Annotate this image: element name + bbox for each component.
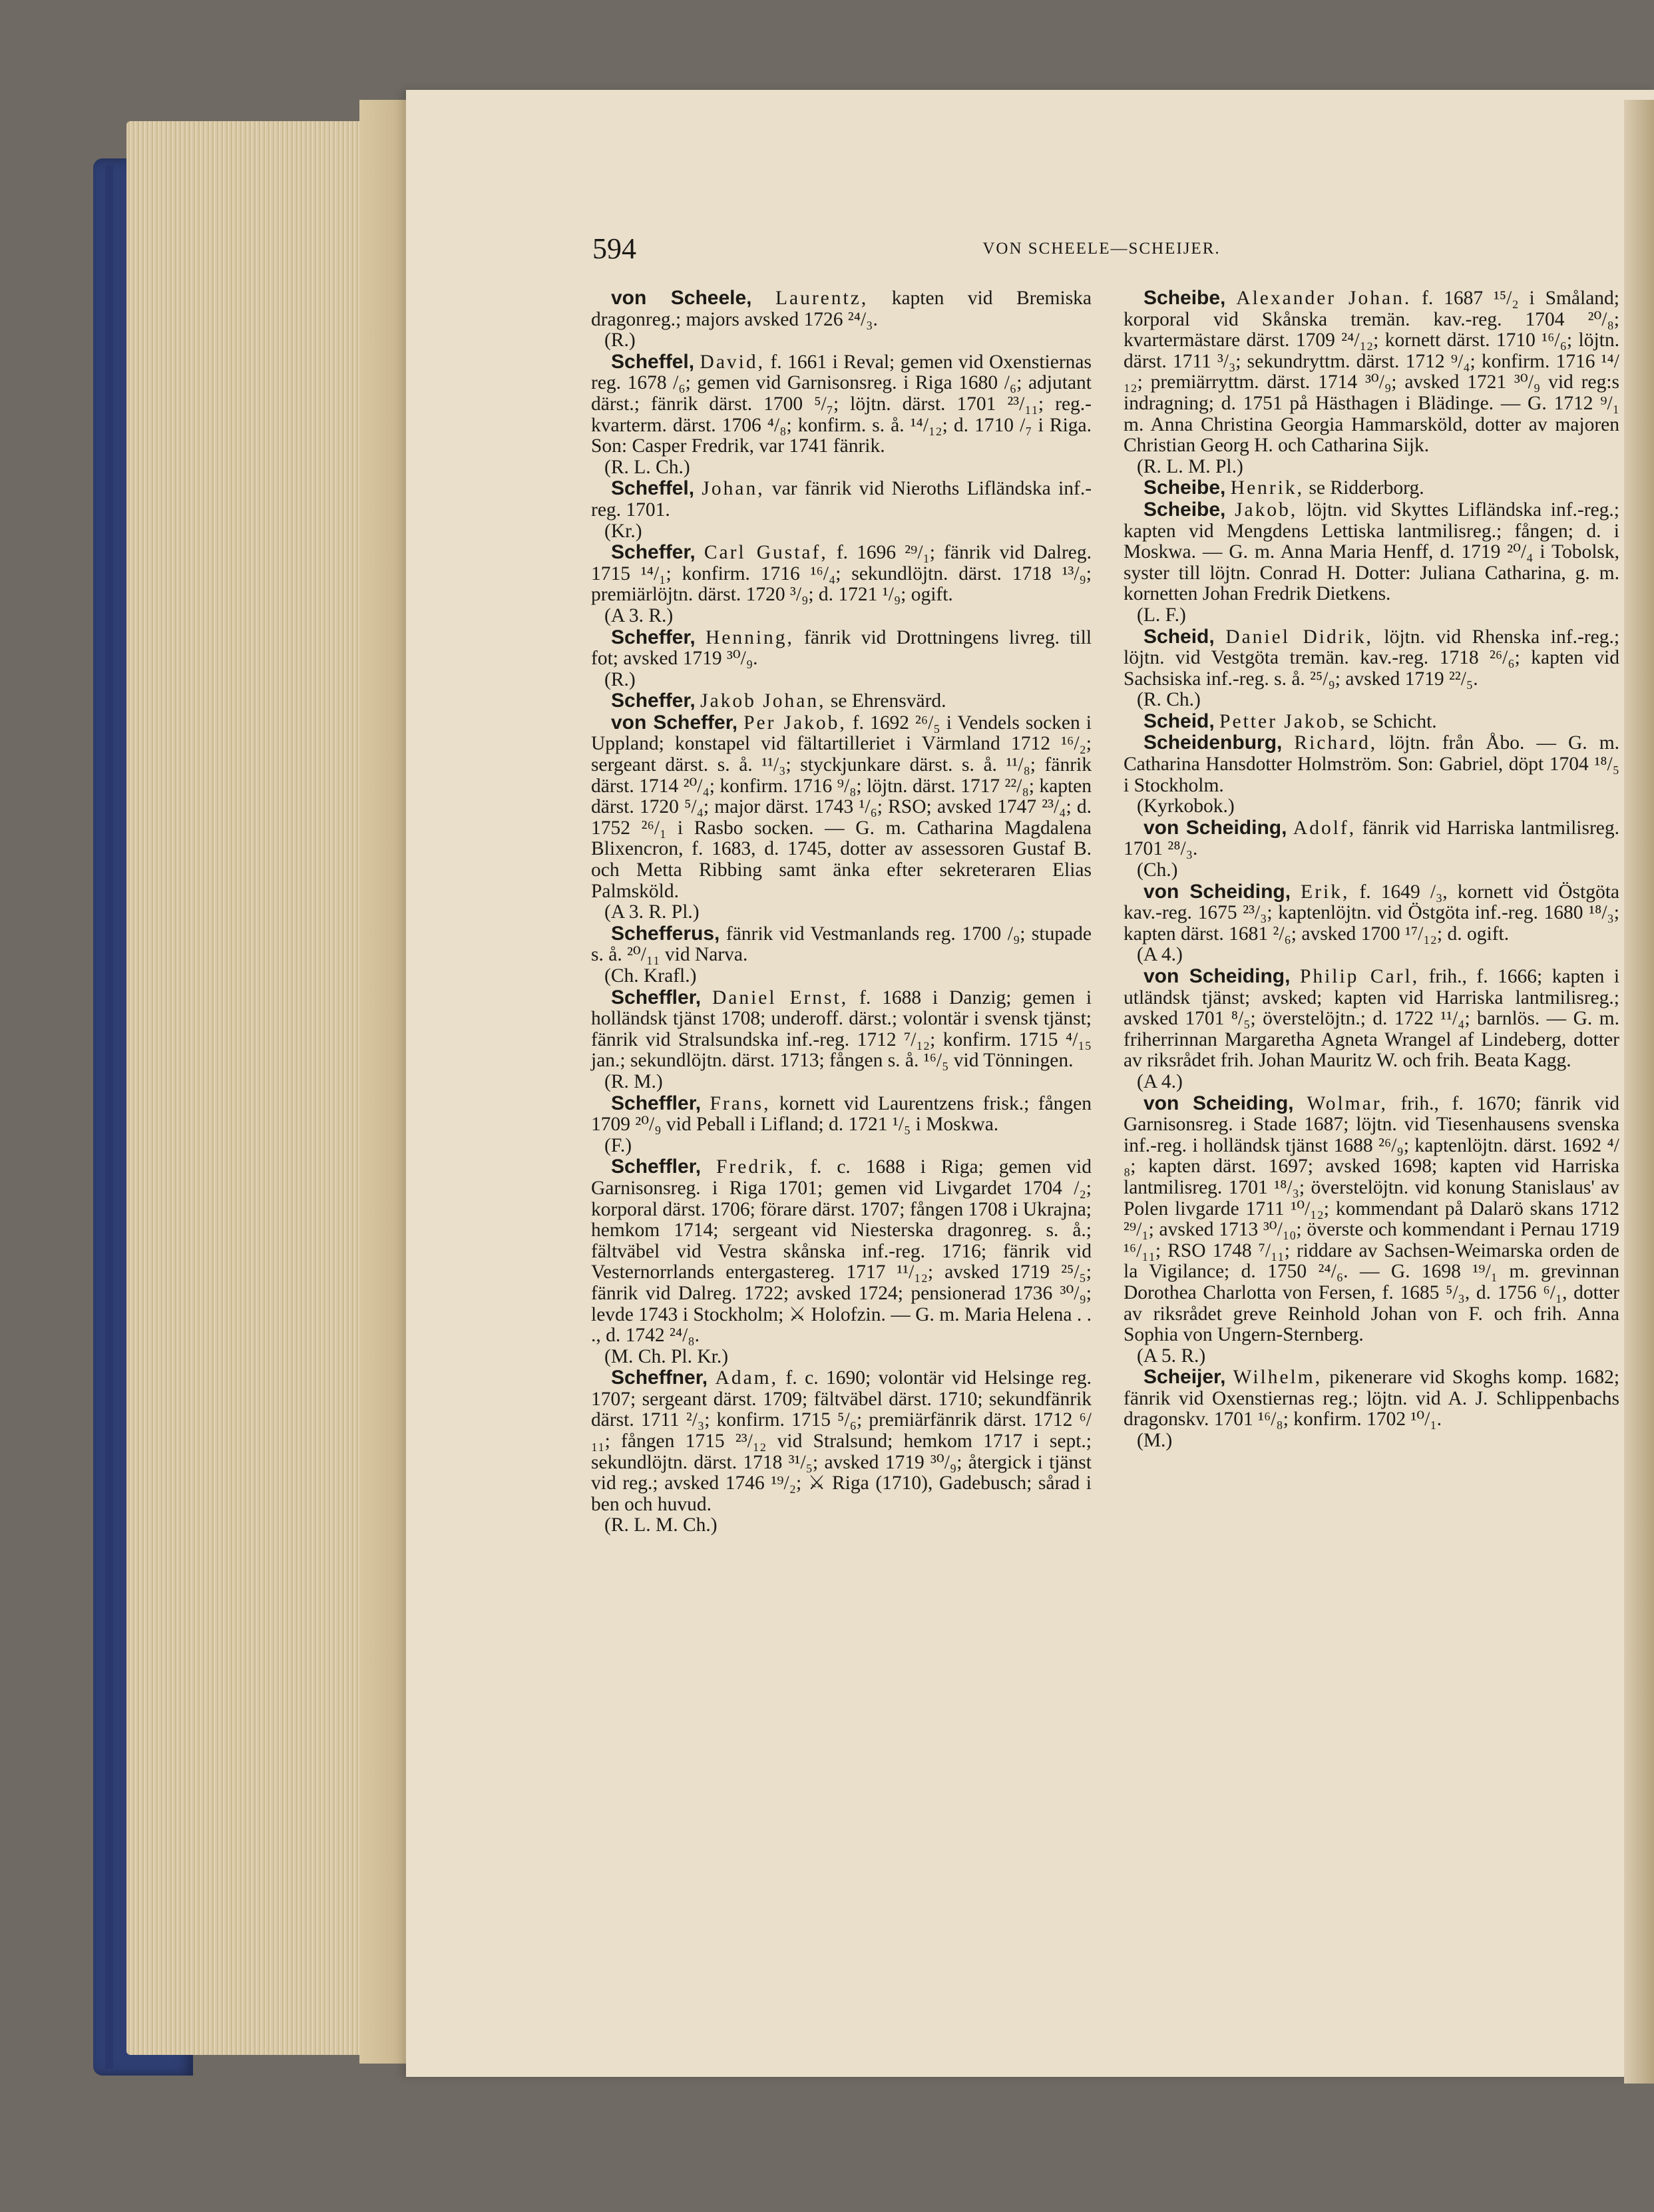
entry-surname: Scheffel, — [611, 350, 695, 373]
entry-surname: Scheidenburg, — [1143, 732, 1283, 754]
entry-source: (L. F.) — [1137, 604, 1186, 626]
entry-given-name: Jakob, — [1235, 499, 1298, 521]
entry-text: se Ridderborg. — [1309, 477, 1424, 499]
entry-given-name: Alexander Johan. — [1236, 288, 1412, 309]
entry-source: (Ch. Krafl.) — [604, 965, 697, 987]
entry-source: (F.) — [604, 1134, 632, 1156]
entry-source: (Ch.) — [1137, 859, 1178, 881]
entry-text: frih., f. 1666; kapten i utländsk tjänst; avsked; kapten vid Harriska lantmilisreg.; avsked 1701 ⁸/₅; överstelöjtn.; d. 1722 ¹¹/₄; barnlös. — G. m. friherrinnan Margaretha Agneta Wrangel af Lindeberg, dotter av riksrådet frih. Johan Mauritz W. och frih. Beata Kagg. — [1124, 966, 1620, 1072]
biography-entry — [591, 351, 1092, 457]
entry-surname: Scheid, — [1143, 625, 1215, 648]
entry-source: (A 3. R.) — [604, 604, 674, 626]
entry-surname: Scheffner, — [611, 1367, 708, 1389]
biography-entry — [1124, 1093, 1619, 1346]
biography-entry — [591, 1093, 1092, 1136]
entry-surname: Scheibe, — [1143, 287, 1226, 309]
biography-entry — [591, 1367, 1092, 1515]
entry-text: f. 1696 ²⁹/₁; fänrik vid Dalreg. 1715 ¹⁴/₁; konfirm. 1716 ¹⁶/₄; sekundlöjtn. därst. 1718 ¹³/₉; premiärlöjtn. därst. 1720 ³/₉; d. 1721 ¹/₉; ogift. — [591, 542, 1092, 606]
entry-given-name: Jakob Johan, — [700, 690, 826, 712]
entry-source: (Kyrkobok.) — [1137, 795, 1235, 817]
biography-entry — [591, 987, 1092, 1072]
entry-source: (M. Ch. Pl. Kr.) — [604, 1345, 729, 1367]
entry-source: (R. L. Ch.) — [604, 456, 690, 478]
entry-given-name: Fredrik, — [716, 1156, 795, 1178]
entry-surname: Scheid, — [1143, 710, 1215, 732]
entry-given-name: Laurentz, — [775, 288, 869, 309]
entry-given-name: Wolmar, — [1307, 1092, 1388, 1114]
entry-surname: von Scheiding, — [1143, 1092, 1294, 1114]
page-number: 594 — [592, 232, 636, 265]
entry-source: (A 5. R.) — [1137, 1345, 1206, 1367]
entry-source: (M.) — [1137, 1430, 1173, 1452]
entry-text: fänrik vid Harriska lantmilisreg. 1701 ²⁸/₃. — [1124, 817, 1619, 860]
entry-surname: Scheffer, — [611, 541, 696, 564]
entry-source: (R. L. M. Ch.) — [604, 1514, 718, 1536]
entry-given-name: Frans, — [710, 1092, 771, 1114]
entry-surname: Scheibe, — [1143, 477, 1226, 499]
entry-text: f. 1661 i Reval; gemen vid Oxenstiernas reg. 1678 /₆; gemen vid Garnisonsreg. i Riga 1680 /₆; adjutant därst.; fänrik därst. 1700 ⁵/₇; löjtn. därst. 1701 ²³/₁₁; reg.-kvarterm. därst. 1706 ⁴/₈; konfirm. s. å. ¹⁴/₁₂; d. 1710 /₇ i Riga. Son: Casper Fredrik, var 1741 fänrik. — [591, 351, 1092, 457]
entry-given-name: Johan, — [702, 478, 765, 500]
biography-entry — [1124, 711, 1619, 733]
entry-given-name: Daniel Didrik, — [1225, 626, 1373, 648]
entry-given-name: Erik, — [1301, 881, 1350, 903]
entry-text: pikenerare vid Skoghs komp. 1682; fänrik vid Oxenstiernas reg.; löjtn. vid A. J. Schlippenbachs dragonskv. 1701 ¹⁶/₈; konfirm. 1702 ¹⁰/₁. — [1124, 1367, 1620, 1431]
entry-surname: Scheffler, — [611, 1092, 702, 1114]
entry-surname: Scheibe, — [1143, 498, 1226, 521]
biography-entry — [1124, 288, 1619, 457]
entry-source: (A 4.) — [1137, 944, 1183, 966]
entry-text: fänrik vid Drottningens livreg. till fot; avsked 1719 ³⁰/₉. — [591, 626, 1092, 670]
biography-entry — [591, 690, 1092, 712]
entry-source: (R. L. M. Pl.) — [1137, 455, 1243, 477]
entry-given-name: Daniel Ernst, — [712, 987, 849, 1008]
entry-source: (Kr.) — [604, 520, 642, 542]
entry-text: kornett vid Laurentzens frisk.; fången 1709 ²⁰/₉ vid Peball i Lifland; d. 1721 ¹/₅ i Moskwa. — [591, 1092, 1092, 1136]
entry-text: var fänrik vid Nieroths Lifländska inf.-reg. 1701. — [591, 478, 1092, 521]
biography-entry — [591, 542, 1092, 606]
entry-surname: Scheffler, — [611, 986, 702, 1008]
entry-given-name: David, — [700, 351, 765, 373]
entry-given-name: Wilhelm, — [1233, 1367, 1323, 1389]
entry-text: f. c. 1688 i Riga; gemen vid Garnisonsreg. i Riga 1701; gemen vid Livgardet 1704 /₂; korporal därst. 1706; förare därst. 1707; fången 1708 i Ukrajna; hemkom 1714; sergeant vid Niesterska dragonreg. s. å.; fältväbel vid Vestra skånska inf.-reg. 1716; fänrik vid Vesternorrlands entergastereg. 1717 ¹¹/₁₂; avsked 1719 ²⁵/₅; fänrik vid Dalreg. 1722; avsked 1724; pensionerad 1736 ³⁰/₉; levde 1743 i Stockholm; ⚔ Holofzin. — G. m. Maria Helena . . ., d. 1742 ²⁴/₈. — [591, 1156, 1092, 1347]
biography-entry — [1124, 881, 1619, 945]
biography-entry — [591, 923, 1092, 966]
entry-source: (R.) — [604, 330, 636, 351]
entry-text: fänrik vid Vestmanlands reg. 1700 /₉; stupade s. å. ²⁰/₁₁ vid Narva. — [591, 923, 1092, 966]
entry-text: löjtn. vid Rhenska inf.-reg.; löjtn. vid Vestgöta tremän. kav.-reg. 1718 ²⁶/₆; kapten vid Sachsiska inf.-reg. s. å. ²⁵/₉; avsked 1719 ²²/₅. — [1124, 626, 1620, 690]
entry-surname: von Scheffer, — [611, 711, 738, 734]
entry-text: f. 1687 ¹⁵/₂ i Småland; korporal vid Skånska tremän. kav.-reg. 1704 ²⁰/₈; kvartermästare därst. 1709 ²⁴/₁₂; kornett därst. 1710 ¹⁶/₆; löjtn. därst. 1711 ³/₃; sekundryttm. därst. 1712 ⁹/₄; konfirm. 1716 ¹⁴/₁₂; premiärryttm. därst. 1714 ³⁰/₉; avsked 1721 ³⁰/₉ vid reg:s indragning; d. 1751 på Hästhagen i Blädinge. — G. 1712 ⁹/₁ m. Anna Christina Georgia Hammarsköld, dotter av majoren Christian Georg H. och Catharina Sijk. — [1124, 288, 1620, 457]
biography-entry — [591, 627, 1092, 670]
entry-given-name: Carl Gustaf, — [704, 542, 828, 564]
entry-surname: Schefferus, — [611, 922, 720, 945]
entry-text: löjtn. vid Skyttes Lifländska inf.-reg.; kapten vid Mengdens Lettiska lantmilisreg.; fången; d. i Moskwa. — G. m. Anna Maria Henff, d. 1719 ²⁰/₄ i Tobolsk, syster till löjtn. Conrad H. Dotter: Juliana Catharina, g. m. kornetten Johan Fredrik Dietkens. — [1124, 499, 1619, 605]
entry-given-name: Henning, — [705, 626, 794, 648]
entry-given-name: Per Jakob, — [743, 712, 847, 734]
entry-surname: Scheffer, — [611, 690, 696, 712]
entry-given-name: Richard, — [1294, 732, 1378, 754]
entry-given-name: Philip Carl, — [1299, 966, 1420, 987]
page-header — [592, 232, 1611, 272]
entry-text: f. 1649 /₃, kornett vid Östgöta kav.-reg. 1675 ²³/₃; kaptenlöjtn. vid Östgöta inf.-reg. 1680 ¹⁸/₃; kapten därst. 1681 ²/₆; avsked 1700 ¹⁷/₁₂; d. ogift. — [1124, 881, 1619, 945]
entry-text: se Ehrensvärd. — [830, 690, 946, 712]
biography-entry — [1124, 499, 1619, 605]
biography-entry — [1124, 732, 1619, 796]
entry-text: frih., f. 1670; fänrik vid Garnisonsreg. i Stade 1687; löjtn. vid Tiesenhausens svenska inf.-reg. i holländsk tjänst 1688 ²⁶/₉; kaptenlöjtn. därst. 1692 ⁴/₈; kapten därst. 1697; avsked 1698; kapten vid Harriska lantmilisreg. 1701 ¹⁸/₃; överstelöjtn. vid konung Stanislaus' av Polen livgarde 1711 ¹⁰/₁₂; kommendant på Dalarö skans 1712 ²⁹/₁; avsked 1713 ³⁰/₁₀; överste och kommendant i Pernau 1719 ¹⁶/₁₁; RSO 1748 ⁷/₁₁; riddare av Sachsen-Weimarska orden de la Vigilance; d. 1750 ²⁴/₆. — G. 1698 ¹⁹/₁ m. grevinnan Dorothea Charlotta von Fersen, f. 1685 ⁵/₃, d. 1756 ⁶/₁, dotter av riksrådet greve Reinhold Johan von F. och frih. Anna Sophia von Ungern-Sternberg. — [1124, 1092, 1620, 1346]
right-column — [1124, 288, 1619, 1452]
running-title: VON SCHEELE—SCHEIJER. — [982, 240, 1221, 258]
biography-entry — [591, 478, 1092, 521]
biography-entry — [591, 1156, 1092, 1346]
entry-source: (R. M.) — [604, 1070, 663, 1092]
biography-entry — [591, 288, 1092, 330]
entry-surname: Scheffel, — [611, 477, 695, 500]
biography-entry — [1124, 626, 1619, 690]
entry-given-name: Petter Jakob, — [1219, 710, 1347, 732]
entry-surname: von Scheiding, — [1143, 965, 1291, 987]
entry-given-name: Adolf, — [1293, 817, 1356, 839]
entry-surname: Scheffer, — [611, 626, 696, 648]
entry-text: f. 1688 i Danzig; gemen i holländsk tjänst 1708; underoff. därst.; volontär i svensk tjänst; fänrik vid Stralsundska inf.-reg. 1712 ⁷/₁₂; konfirm. 1715 ⁴/₁₅ jan.; sekundlöjtn. därst. 1713; fången s. å. ¹⁶/₅ vid Tönningen. — [591, 987, 1092, 1072]
biography-entry — [1124, 1367, 1619, 1431]
entry-source: (R. Ch.) — [1137, 689, 1201, 711]
entry-text: kapten vid Bremiska dragonreg.; majors avsked 1726 ²⁴/₃. — [591, 288, 1092, 330]
left-column — [591, 288, 1092, 1536]
entry-text: f. 1692 ²⁶/₅ i Vendels socken i Uppland; konstapel vid fältartilleriet i Värmland 1712 ¹⁶/₂; sergeant därst. s. å. ¹¹/₃; styckjunkare därst. s. å. ¹¹/₈; fänrik därst. 1714 ²⁰/₄; konfirm. 1716 ⁹/₈; löjtn. därst. 1717 ²²/₈; kapten därst. 1720 ⁵/₄; major därst. 1743 ¹/₆; RSO; avsked 1747 ²³/₄; d. 1752 ²⁶/₁ i Rasbo socken. — G. m. Catharina Magdalena Blixencron, f. 1683, d. 1745, dotter av assessoren Gustaf B. och Metta Ribbing samt änka efter sekreteraren Elias Palmsköld. — [591, 712, 1092, 902]
entry-source: (A 3. R. Pl.) — [604, 901, 700, 923]
biography-entry — [1124, 817, 1619, 860]
entry-text: löjtn. från Åbo. — G. m. Catharina Hansdotter Holmström. Son: Gabriel, döpt 1704 ¹⁸/₅ i Stockholm. — [1124, 732, 1620, 796]
biography-entry — [1124, 966, 1619, 1072]
entry-text: se Schicht. — [1351, 710, 1437, 732]
entry-given-name: Henrik, — [1230, 477, 1305, 499]
entry-surname: von Scheele, — [611, 287, 752, 309]
right-page-edge — [1624, 100, 1654, 2084]
entry-text: f. c. 1690; volontär vid Helsinge reg. 1707; sergeant därst. 1709; fältväbel därst. 1710; sekundfänrik därst. 1711 ²/₃; konfirm. 1715 ⁵/₆; premiärfänrik därst. 1712 ⁶/₁₁; fången 1715 ²³/₁₂ vid Stralsund; hemkom 1717 i sept.; sekundlöjtn. därst. 1718 ³¹/₅; avsked 1719 ³⁰/₉; återgick i tjänst vid reg.; avsked 1746 ¹⁹/₂; ⚔ Riga (1710), Gadebusch; sårad i ben och huvud. — [591, 1367, 1092, 1515]
biography-entry — [591, 712, 1092, 902]
entry-surname: Scheffler, — [611, 1156, 702, 1178]
entry-surname: Scheijer, — [1143, 1366, 1226, 1389]
entry-surname: von Scheiding, — [1143, 816, 1287, 839]
biography-entry — [1124, 477, 1619, 499]
entry-source: (A 4.) — [1137, 1070, 1183, 1092]
entry-surname: von Scheiding, — [1143, 880, 1291, 903]
entry-source: (R.) — [604, 668, 636, 690]
entry-given-name: Adam, — [715, 1367, 778, 1389]
